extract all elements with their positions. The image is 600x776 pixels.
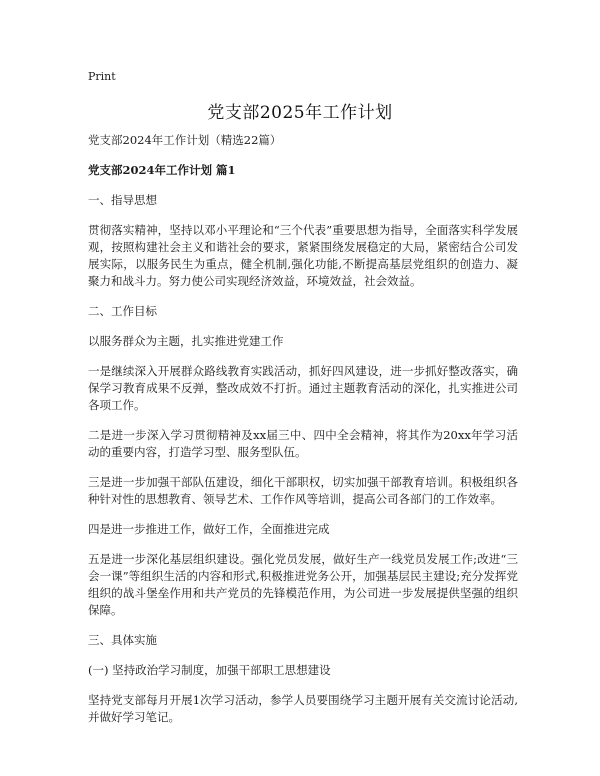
paragraph: 五是进一步深化基层组织建设。强化党员发展，做好生产一线党员发展工作;改进“三会一课”等组织生活的内容和形式,积极推进党务公开，加强基层民主建设;充分发挥党组织的战斗堡垒作用和共产党员的先锋模范作用，为公司进一步发展提供坚强的组织保障。 xyxy=(88,552,518,617)
heading-work-goals: 二、工作目标 xyxy=(88,304,157,318)
heading-implementation: 三、具体实施 xyxy=(88,633,157,647)
print-link[interactable]: Print xyxy=(88,70,116,83)
subheading: (一) 坚持政治学习制度，加强干部职工思想建设 xyxy=(88,663,331,677)
section-heading: 党支部2024年工作计划 篇1 xyxy=(88,163,236,177)
paragraph: 三是进一步加强干部队伍建设，细化干部职权，切实加强干部教育培训。积极组织各种针对性的思想教育、领导艺术、工作作风等培训，提高公司各部门的工作效率。 xyxy=(88,475,518,506)
page-title: 党支部2025年工作计划 xyxy=(207,103,393,123)
subtitle: 党支部2024年工作计划（精选22篇） xyxy=(88,133,282,147)
paragraph: 贯彻落实精神，坚持以邓小平理论和“三个代表”重要思想为指导，全面落实科学发展观，按照构建社会主义和谐社会的要求，紧紧围绕发展稳定的大局，紧密结合公司发展实际，以服务民生为重点，健全机制,强化功能,不断提高基层党组织的创造力、凝聚力和战斗力。努力使公司实现经济效益，环境效益，社会效益。 xyxy=(88,223,518,288)
paragraph: 四是进一步推进工作，做好工作，全面推进完成 xyxy=(88,522,330,536)
paragraph: 坚持党支部每月开展1次学习活动，参学人员要围绕学习主题开展有关交流讨论活动,并做好学习笔记。 xyxy=(88,693,518,724)
paragraph: 二是进一步深入学习贯彻精神及xx届三中、四中全会精神，将其作为20xx年学习活动的重要内容，打造学习型、服务型队伍。 xyxy=(88,428,518,459)
document-body xyxy=(88,132,518,739)
heading-guiding-ideology: 一、指导思想 xyxy=(88,193,157,207)
paragraph: 一是继续深入开展群众路线教育实践活动，抓好四风建设，进一步抓好整改落实，确保学习教育成果不反弹，整改成效不打折。通过主题教育活动的深化，扎实推进公司各项工作。 xyxy=(88,364,518,412)
paragraph: 以服务群众为主题，扎实推进党建工作 xyxy=(88,334,284,348)
